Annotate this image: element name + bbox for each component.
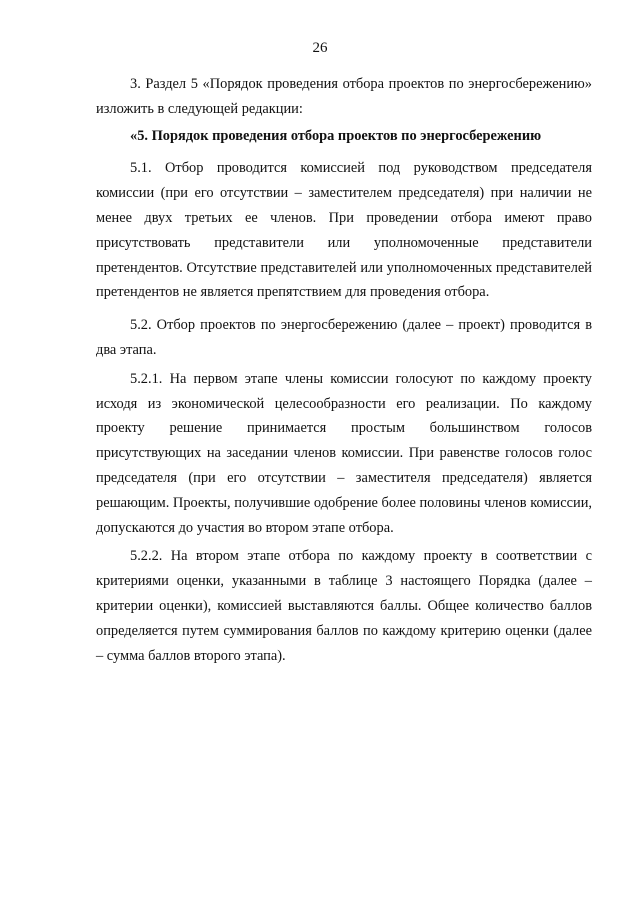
paragraph-5-2-1: 5.2.1. На первом этапе члены комиссии голосуют по каждому проекту исходя из экономической целесообразности его реализации. По каждому проекту решение принимается простым большинством голосов присутствующих на заседании членов комиссии. При равенстве голосов голос председателя (при его отсутствии – заместителя председателя) является решающим. Проекты, получившие одобрение более половины членов комиссии, допускаются до участия во втором этапе отбора. bbox=[96, 370, 592, 536]
document-body bbox=[96, 72, 592, 668]
page-number: 26 bbox=[312, 40, 328, 56]
paragraph-5-2-2: 5.2.2. На втором этапе отбора по каждому проекту в соответствии с критериями оценки, указанными в таблице 3 настоящего Порядка (далее – критерии оценки), комиссией выставляются баллы. Общее количество баллов определяется путем суммирования баллов по каждому критерию оценки (далее – сумма баллов второго этапа). bbox=[96, 548, 592, 664]
paragraph-section-3: 3. Раздел 5 «Порядок проведения отбора проектов по энергосбережению» изложить в следующей редакции: bbox=[96, 76, 592, 117]
paragraph-5-2: 5.2. Отбор проектов по энергосбережению (далее – проект) проводится в два этапа. bbox=[96, 317, 592, 358]
paragraph-5-1: 5.1. Отбор проводится комиссией под руководством председателя комиссии (при его отсутствии – заместителем председателя) при наличии не менее двух третьих ее членов. При проведении отбора имеют право присутствовать представители или уполномоченные представители претендентов. Отсутствие представителей или уполномоченных представителей претендентов не является препятствием для проведения отбора. bbox=[96, 160, 592, 301]
section-heading: «5. Порядок проведения отбора проектов по энергосбережению bbox=[130, 127, 542, 144]
